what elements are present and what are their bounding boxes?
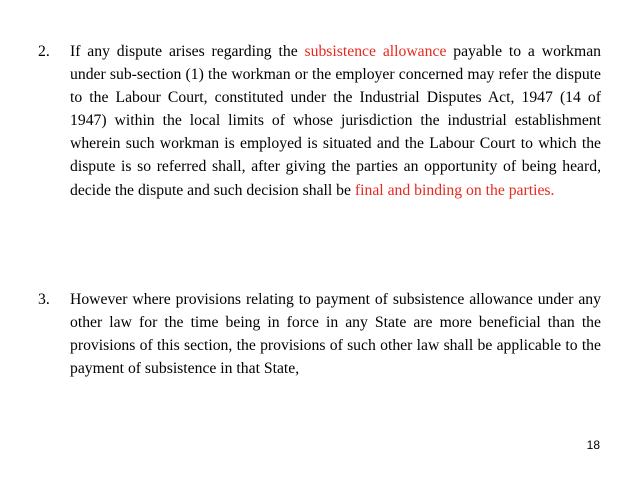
list-item-3 [38, 288, 601, 380]
item-number: 2. [38, 43, 50, 60]
item-text-part: payable to a workman under sub-section (1) the workman or the employer concerned may refer the dispute to the Labour Court, constituted under the Industrial Disputes Act, 1947 (14 of 1947) within the local limits of whose jurisdiction the industrial establishment wherein such workman is employed is situated and the Labour Court to which the dispute is so referred shall, after giving the parties an opportunity of being heard, decide the dispute and such decision shall be [70, 43, 601, 199]
item-text [70, 40, 601, 202]
page-number: 18 [586, 438, 600, 452]
highlight-subsistence-allowance: subsistence allowance [304, 43, 447, 60]
list-item-2 [38, 40, 601, 202]
highlight-final-and-binding: final and binding on the parties. [354, 181, 555, 199]
item-text-part: If any dispute arises regarding the [70, 43, 305, 60]
item-number: 3. [38, 291, 50, 308]
item-text: However where provisions relating to payment of subsistence allowance under any other law for the time being in force in any State are more beneficial than the provisions of this section, the provisions of such other law shall be applicable to the payment of subsistence in that State, [70, 291, 601, 378]
